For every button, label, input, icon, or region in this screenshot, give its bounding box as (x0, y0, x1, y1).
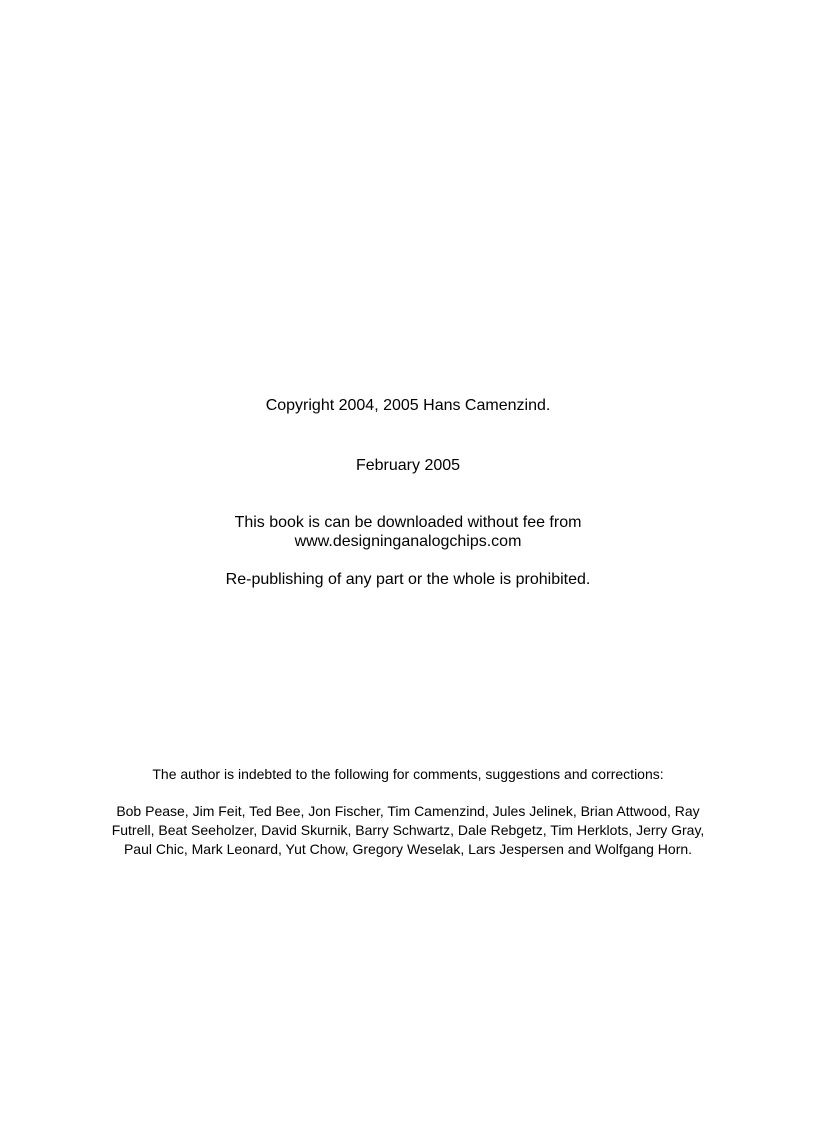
acknowledgements-intro: The author is indebted to the following for comments, suggestions and corrections: (152, 766, 664, 782)
republishing-prohibition: Re-publishing of any part or the whole is prohibited. (225, 571, 591, 588)
publication-date: February 2005 (355, 457, 461, 474)
download-notice-line1: This book is can be downloaded without fee from (234, 514, 582, 531)
copyright-notice: Copyright 2004, 2005 Hans Camenzind. (265, 397, 551, 414)
download-url: www.designinganalogchips.com (294, 533, 522, 550)
acknowledgements-names: Bob Pease, Jim Feit, Ted Bee, Jon Fischer, Tim Camenzind, Jules Jelinek, Brian Attwood, Ray Futrell, Beat Seeholzer, David Skurnik, Barry Schwartz, Dale Rebgetz, Tim Herklots, Jerry Gray, Paul Chic, Mark Leonard, Yut Chow, Gregory Weselak, Lars Jespersen and Wolfgang Horn. (111, 803, 705, 857)
